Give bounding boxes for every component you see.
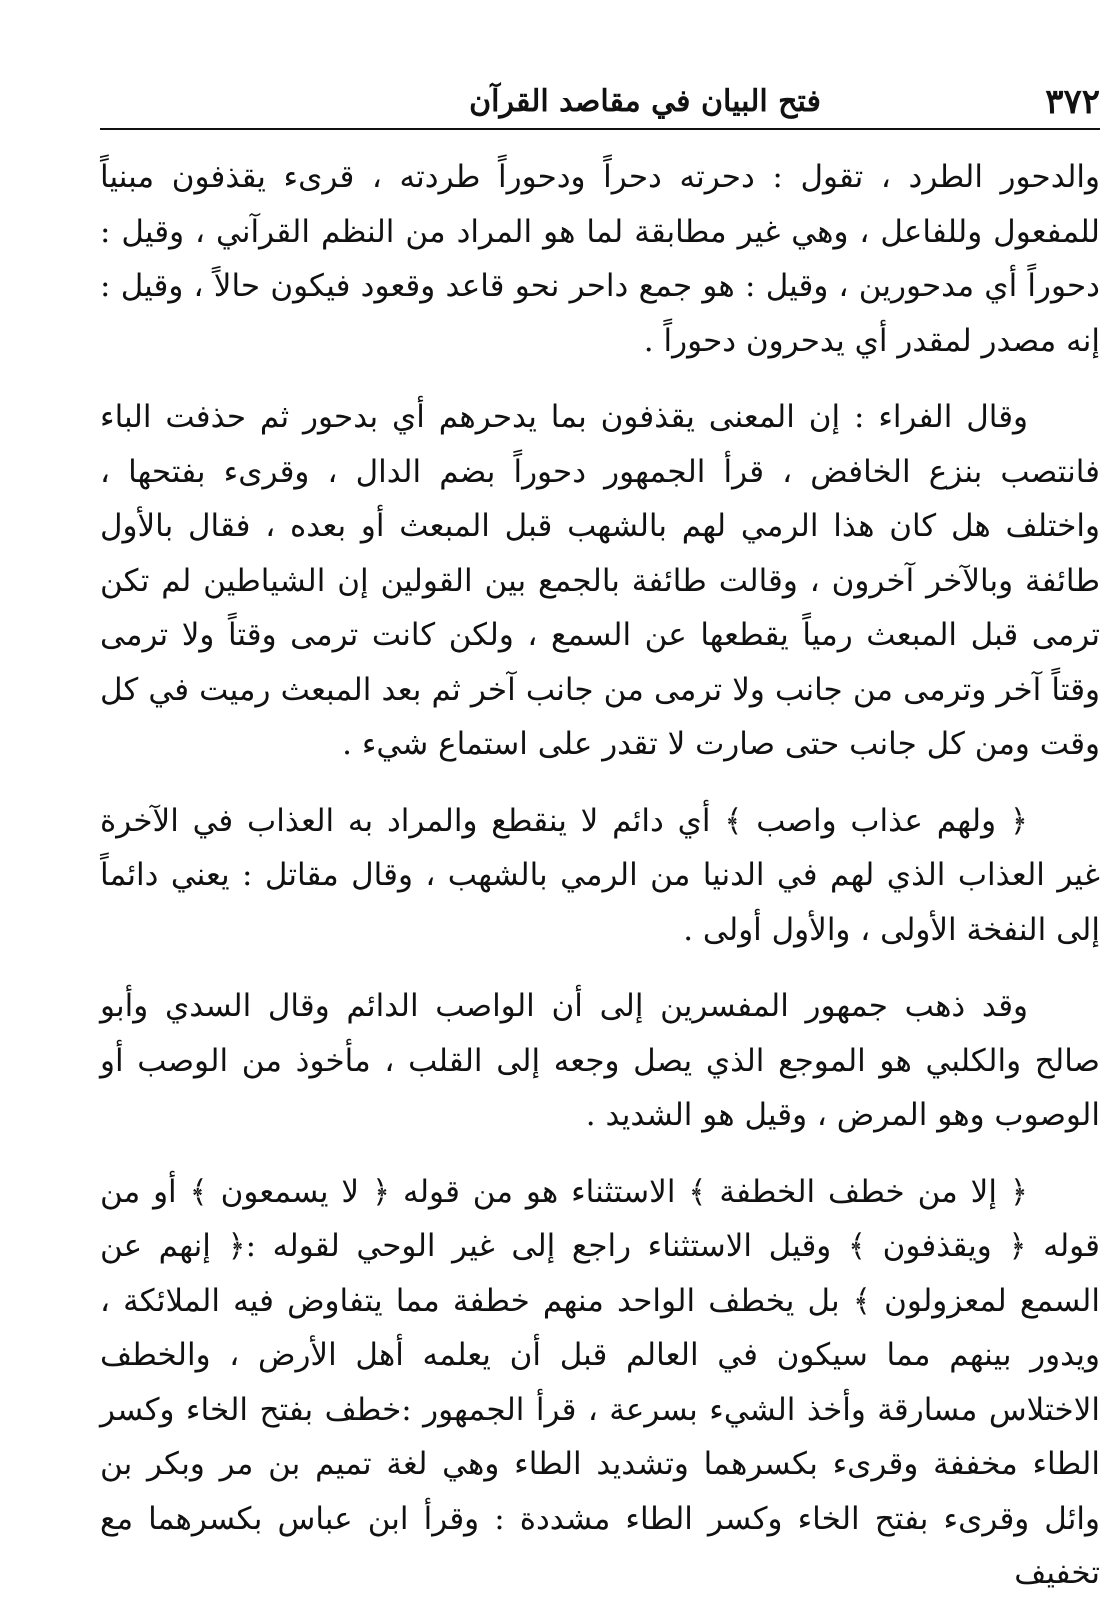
paragraph: وقد ذهب جمهور المفسرين إلى أن الواصب الدائم وقال السدي وأبو صالح والكلبي هو الموجع الذي يصل وجعه إلى القلب ، مأخوذ من الوصب أو الوصوب وهو المرض ، وقيل هو الشديد . — [100, 988, 1100, 1133]
header-divider — [100, 128, 1100, 130]
running-title: فتح البيان في مقاصد القرآن — [469, 84, 821, 119]
page-header — [100, 72, 1100, 128]
paragraph: والدحور الطرد ، تقول : دحرته دحراً ودحوراً طردته ، قرىء يقذفون مبنياً للمفعول وللفاعل ، وهي غير مطابقة لما هو المراد من النظم القرآني ، وقيل : دحوراً أي مدحورين ، وقيل : هو جمع داحر نحو قاعد وقعود فيكون حالاً ، وقيل : إنه مصدر لمقدر أي يدحرون دحوراً . — [100, 159, 1100, 359]
paragraph: ﴿ ولهم عذاب واصب ﴾ أي دائم لا ينقطع والمراد به العذاب في الآخرة غير العذاب الذي لهم في الدنيا من الرمي بالشهب ، وقال مقاتل : يعني دائماً إلى النفخة الأولى ، والأول أولى . — [100, 802, 1100, 948]
body-text — [100, 150, 1100, 1623]
paragraph: ﴿ إلا من خطف الخطفة ﴾ الاستثناء هو من قوله ﴿ لا يسمعون ﴾ أو من قوله ﴿ ويقذفون ﴾ وقيل الاستثناء راجع إلى غير الوحي لقوله :﴿ إنهم عن السمع لمعزولون ﴾ بل يخطف الواحد منهم خطفة مما يتفاوض فيه الملائكة ، ويدور بينهم مما سيكون في العالم قبل أن يعلمه أهل الأرض ، والخطف الاختلاس مسارقة وأخذ الشيء بسرعة ، قرأ الجمهور :خطف بفتح الخاء وكسر الطاء مخففة وقرىء بكسرهما وتشديد الطاء وهي لغة تميم بن مر وبكر بن وائل وقرىء بفتح الخاء وكسر الطاء مشددة : وقرأ ابن عباس بكسرهما مع تخفيف — [100, 1173, 1100, 1591]
page-number: ٣٧٢ — [1045, 82, 1100, 122]
paragraph: وقال الفراء : إن المعنى يقذفون بما يدحرهم أي بدحور ثم حذفت الباء فانتصب بنزع الخافض ، قرأ الجمهور دحوراً بضم الدال ، وقرىء بفتحها ، واختلف هل كان هذا الرمي لهم بالشهب قبل المبعث أو بعده ، فقال بالأول طائفة وبالآخر آخرون ، وقالت طائفة بالجمع بين القولين إن الشياطين لم تكن ترمى قبل المبعث رمياً يقطعها عن السمع ، ولكن كانت ترمى وقتاً ولا ترمى وقتاً آخر وترمى من جانب ولا ترمى من جانب آخر ثم بعد المبعث رميت في كل وقت ومن كل جانب حتى صارت لا تقدر على استماع شيء . — [100, 399, 1100, 762]
